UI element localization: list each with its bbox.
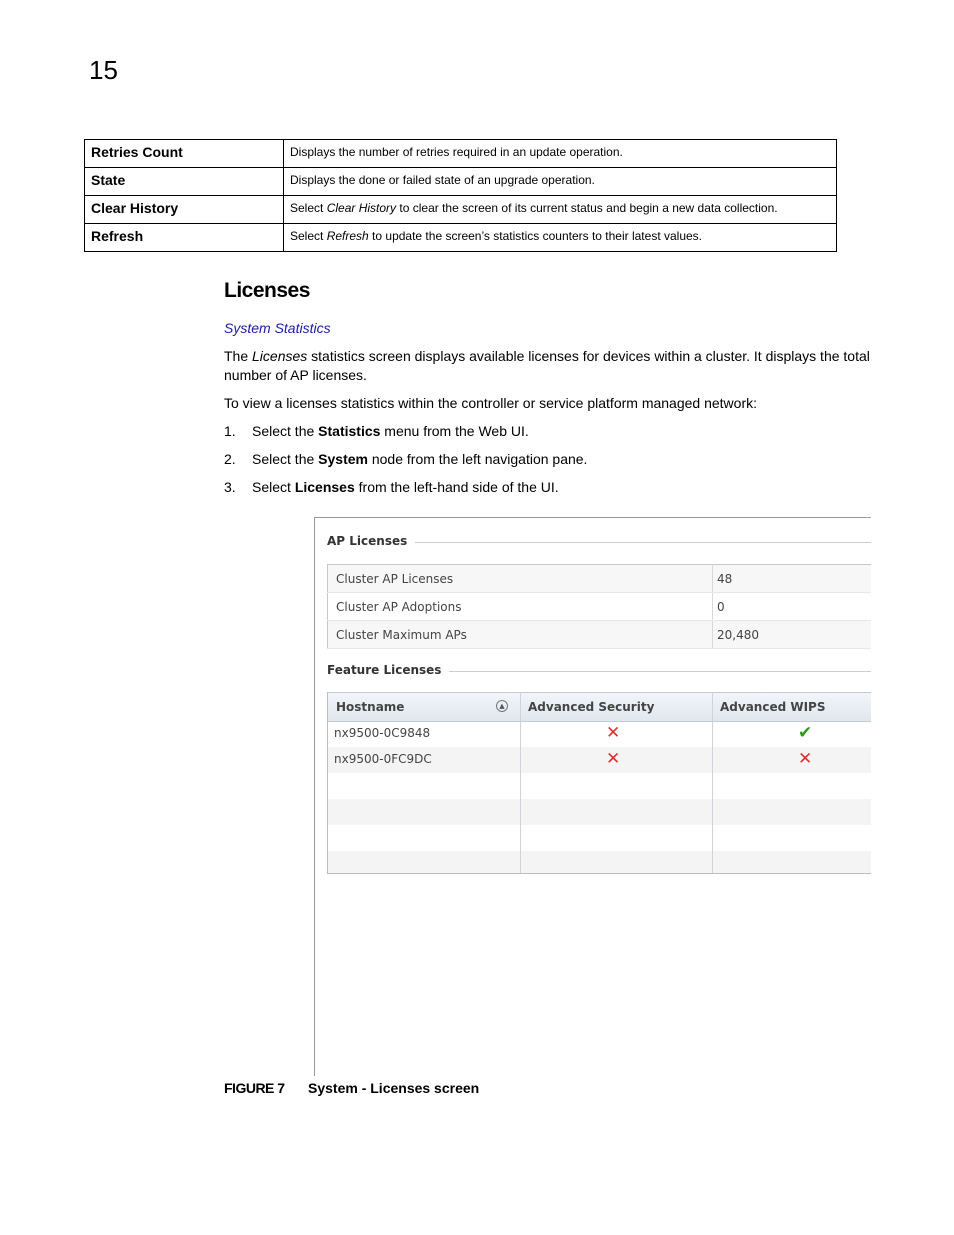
table-row xyxy=(85,196,837,224)
definition-refresh: Select Refresh to update the screen’s statistics counters to their latest values. xyxy=(290,228,703,243)
column-divider xyxy=(520,692,521,873)
empty-row xyxy=(328,851,871,873)
x-icon: ✕ xyxy=(798,749,813,769)
emphasis: Clear History xyxy=(326,200,397,215)
table-row xyxy=(328,565,872,593)
row-label: Cluster AP Licenses xyxy=(328,565,713,593)
empty-row xyxy=(328,799,871,825)
figure-caption xyxy=(224,1080,479,1096)
section-title: Licenses xyxy=(224,279,310,302)
empty-row xyxy=(328,773,871,799)
table-row xyxy=(328,621,872,649)
list-item: 3. Select Licenses from the left-hand side of the UI. xyxy=(224,479,559,495)
hostname-cell: nx9500-0C9848 xyxy=(334,726,431,740)
feature-licenses-title: Feature Licenses xyxy=(327,663,449,677)
table-row xyxy=(85,168,837,196)
row-value: 20,480 xyxy=(713,621,872,649)
row-label: Cluster Maximum APs xyxy=(328,621,713,649)
chapter-number: 15 xyxy=(89,55,118,85)
steps-list xyxy=(224,422,587,506)
term-state: State xyxy=(91,171,126,188)
column-header-advanced-security[interactable]: Advanced Security xyxy=(528,700,655,714)
ap-licenses-title: AP Licenses xyxy=(327,534,415,548)
description-table xyxy=(84,139,837,252)
table-row xyxy=(328,593,872,621)
intro-paragraph: The Licenses statistics screen displays available licenses for devices within a cluster. It displays the total number of AP licenses. xyxy=(224,348,870,383)
column-header-hostname[interactable]: Hostname ▲ xyxy=(328,693,520,721)
table-row xyxy=(85,224,837,252)
grid-header xyxy=(328,692,871,722)
sort-icon[interactable]: ▲ xyxy=(496,700,508,712)
term-retries-count: Retries Count xyxy=(91,143,183,160)
ap-licenses-table xyxy=(327,564,871,649)
list-item: 1. Select the Statistics menu from the Web UI. xyxy=(224,423,529,439)
x-icon: ✕ xyxy=(606,749,621,769)
feature-licenses-grid xyxy=(327,692,871,874)
emphasis: Refresh xyxy=(326,228,369,243)
figure-title: System - Licenses screen xyxy=(308,1080,480,1096)
term-refresh: Refresh xyxy=(91,227,144,244)
hostname-cell: nx9500-0FC9DC xyxy=(334,752,432,766)
definition-retries-count: Displays the number of retries required in an update operation. xyxy=(290,144,623,159)
column-header-advanced-wips[interactable]: Advanced WIPS xyxy=(720,700,826,714)
list-item: 2. Select the System node from the left navigation pane. xyxy=(224,451,588,467)
table-row xyxy=(85,140,837,168)
row-label: Cluster AP Adoptions xyxy=(328,593,713,621)
check-icon: ✔ xyxy=(798,723,813,743)
x-icon: ✕ xyxy=(606,723,621,743)
licenses-screenshot xyxy=(314,517,871,1076)
instructions-paragraph: To view a licenses statistics within the controller or service platform managed network: xyxy=(224,395,757,411)
table-row[interactable] xyxy=(328,721,871,747)
definition-clear-history: Select Clear History to clear the screen of its current status and begin a new data collection. xyxy=(290,200,778,215)
column-divider xyxy=(712,692,713,873)
breadcrumb-link[interactable]: System Statistics xyxy=(224,320,331,336)
figure-label: FIGURE 7 xyxy=(224,1080,285,1096)
definition-state: Displays the done or failed state of an upgrade operation. xyxy=(290,172,595,187)
row-value: 48 xyxy=(713,565,872,593)
term-clear-history: Clear History xyxy=(91,199,179,216)
emphasis: Licenses xyxy=(252,348,308,364)
empty-row xyxy=(328,825,871,851)
row-value: 0 xyxy=(713,593,872,621)
table-row[interactable] xyxy=(328,747,871,773)
